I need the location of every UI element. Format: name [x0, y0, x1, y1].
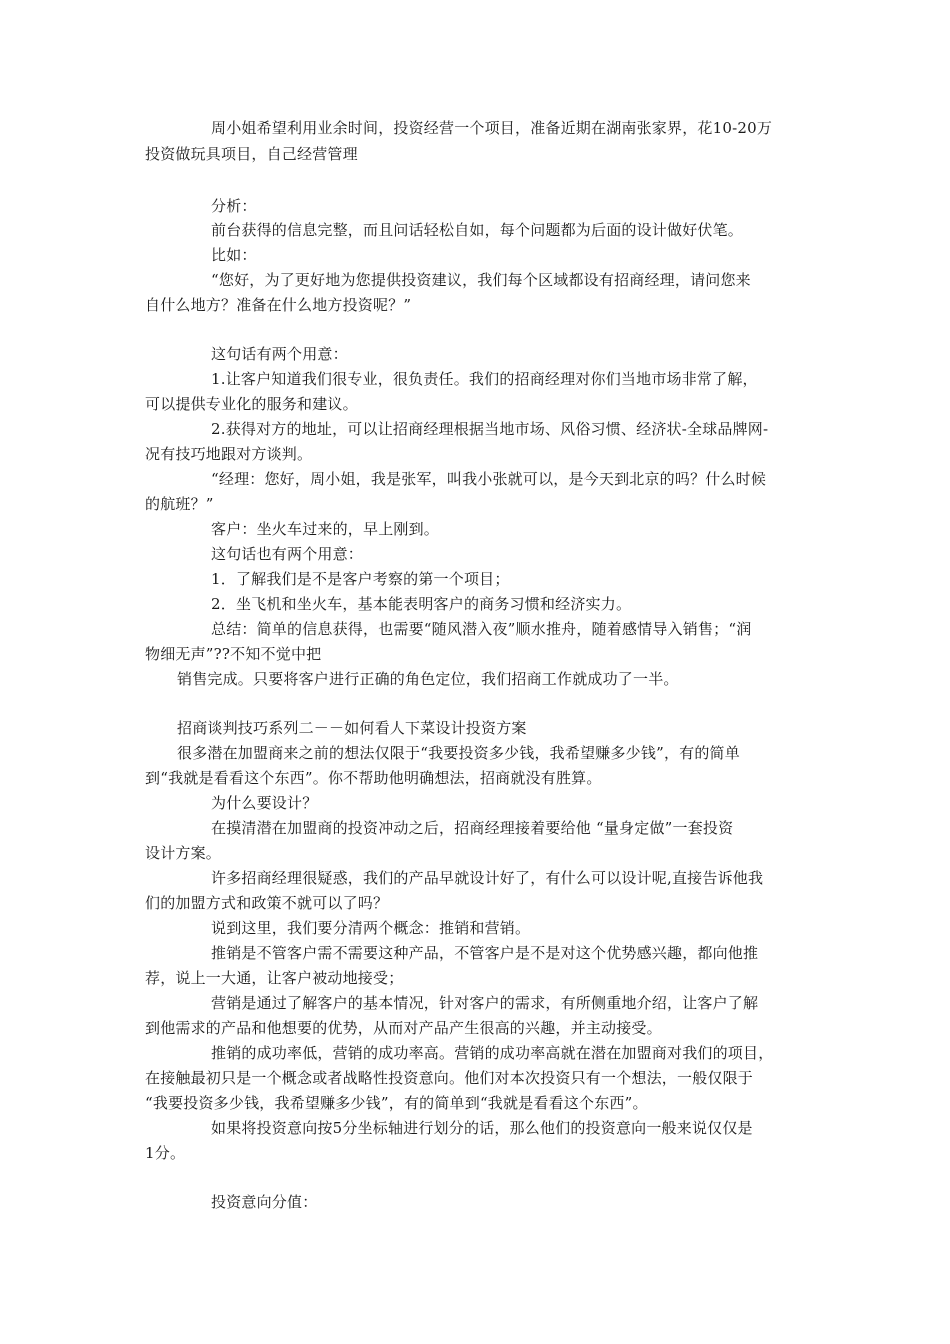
text-line: 荐，说上一大通，让客户被动地接受； — [145, 969, 404, 987]
text-line: 这句话也有两个用意： — [211, 545, 364, 563]
text-line: 到他需求的产品和他想要的优势，从而对产品产生很高的兴趣，并主动接受。 — [145, 1019, 662, 1037]
text-line: 在摸清潜在加盟商的投资冲动之后，招商经理接着要给他 “量身定做”一套投资 — [211, 819, 734, 837]
text-line: 推销是不管客户需不需要这种产品，不管客户是不是对这个优势感兴趣，都向他推 — [211, 944, 759, 962]
text-line: 投资做玩具项目，自己经营管理 — [145, 145, 358, 163]
text-line: 这句话有两个用意： — [211, 345, 348, 363]
text-line: 投资意向分值： — [211, 1193, 318, 1211]
text-line: 设计方案。 — [145, 844, 222, 862]
text-line: 1分。 — [145, 1144, 186, 1162]
text-line: 营销是通过了解客户的基本情况，针对客户的需求，有所侧重地介绍，让客户了解 — [211, 994, 759, 1012]
text-line: 比如： — [211, 246, 257, 264]
text-line: 1．了解我们是不是客户考察的第一个项目； — [211, 570, 510, 588]
text-line: “我要投资多少钱，我希望赚多少钱”，有的简单到“我就是看看这个东西”。 — [145, 1094, 648, 1112]
text-line: 总结：简单的信息获得，也需要“随风潜入夜”顺水推舟，随着感情导入销售；“润 — [211, 620, 752, 638]
text-line: 许多招商经理很疑惑，我们的产品早就设计好了，有什么可以设计呢,直接告诉他我 — [211, 869, 764, 887]
text-line: 2.获得对方的地址，可以让招商经理根据当地市场、风俗习惯、经济状-全球品牌网- — [211, 420, 769, 438]
text-line: 到“我就是看看这个东西”。你不帮助他明确想法，招商就没有胜算。 — [145, 769, 602, 787]
text-line: 可以提供专业化的服务和建议。 — [145, 395, 358, 413]
text-line: 前台获得的信息完整，而且问话轻松自如，每个问题都为后面的设计做好伏笔。 — [211, 221, 744, 239]
text-line: 况有技巧地跟对方谈判。 — [145, 445, 313, 463]
text-line: 为什么要设计？ — [211, 794, 318, 812]
text-line: 在接触最初只是一个概念或者战略性投资意向。他们对本次投资只有一个想法，一般仅限于 — [145, 1069, 754, 1087]
text-line: 1.让客户知道我们很专业，很负责任。我们的招商经理对你们当地市场非常了解， — [211, 370, 758, 388]
text-line: 的航班？” — [145, 495, 214, 513]
text-line: “您好，为了更好地为您提供投资建议，我们每个区域都设有招商经理，请问您来 — [211, 271, 751, 289]
text-line: 分析： — [211, 197, 257, 215]
text-line: 周小姐希望利用业余时间，投资经营一个项目，准备近期在湖南张家界，花10-20万 — [211, 119, 773, 137]
text-line: 如果将投资意向按5分坐标轴进行划分的话，那么他们的投资意向一般来说仅仅是 — [211, 1119, 753, 1137]
section-heading: 招商谈判技巧系列二－－如何看人下菜设计投资方案 — [177, 719, 527, 737]
text-line: 们的加盟方式和政策不就可以了吗？ — [145, 894, 389, 912]
text-line: 推销的成功率低，营销的成功率高。营销的成功率高就在潜在加盟商对我们的项目， — [211, 1044, 774, 1062]
text-line: 很多潜在加盟商来之前的想法仅限于“我要投资多少钱，我希望赚多少钱”，有的简单 — [177, 744, 740, 762]
text-line: “经理：您好，周小姐，我是张军，叫我小张就可以，是今天到北京的吗？什么时候 — [211, 470, 767, 488]
text-line: 自什么地方？准备在什么地方投资呢？” — [145, 296, 412, 314]
text-line: 销售完成。只要将客户进行正确的角色定位，我们招商工作就成功了一半。 — [177, 670, 679, 688]
text-line: 客户：坐火车过来的，早上刚到。 — [211, 520, 440, 538]
text-line: 物细无声”??不知不觉中把 — [145, 645, 322, 663]
text-line: 说到这里，我们要分清两个概念：推销和营销。 — [211, 919, 531, 937]
text-line: 2．坐飞机和坐火车，基本能表明客户的商务习惯和经济实力。 — [211, 595, 632, 613]
